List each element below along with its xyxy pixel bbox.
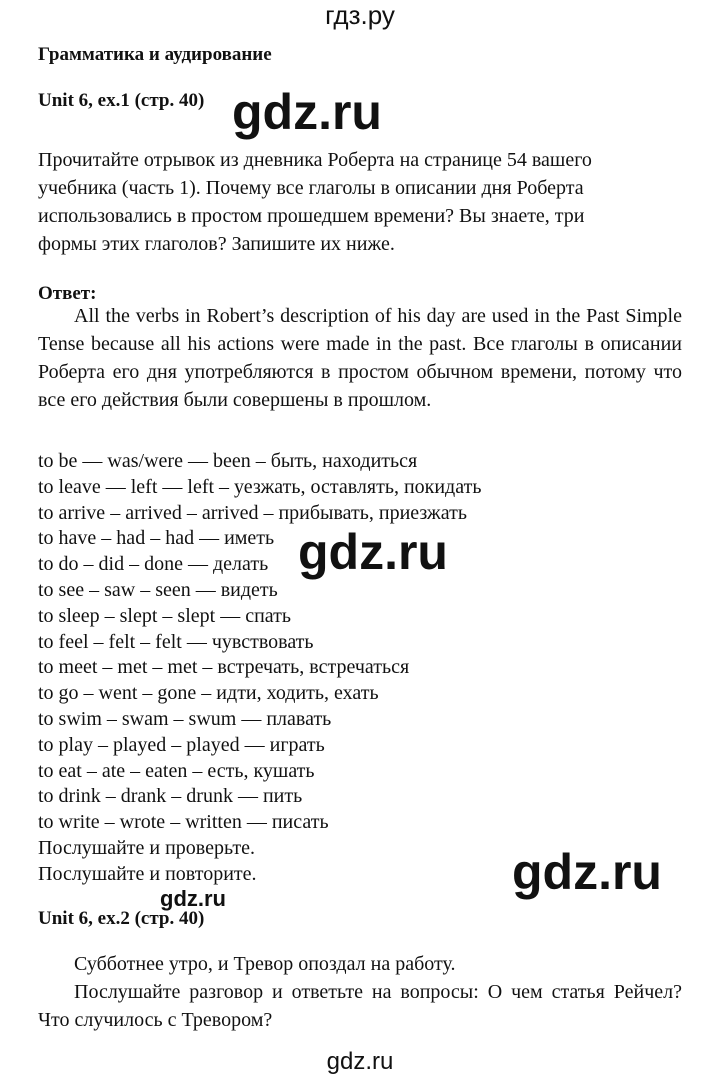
- watermark-small: gdz.ru: [160, 886, 226, 911]
- answer-text: All the verbs in Robert’s description of his day are used in the Past Simple Tense because all his actions were made in the past. Все глаголы в описании Роберта его дня употребляются в простом обычном времени, потому что все его действия были совершены в прошлом.: [38, 305, 682, 411]
- verb-form-item: to sleep – slept – slept — спать: [38, 604, 291, 627]
- task-line: формы этих глаголов? Запишите их ниже.: [38, 233, 395, 255]
- section-title: Грамматика и аудирование: [38, 44, 272, 65]
- verb-forms-list: [38, 449, 481, 888]
- watermark-lower-right: gdz.ru: [512, 844, 662, 900]
- verb-form-item: to feel – felt – felt — чувствовать: [38, 630, 314, 653]
- site-footer: gdz.ru: [326, 1048, 394, 1075]
- listen-instruction: Послушайте и повторите.: [38, 862, 257, 885]
- verb-form-item: to be — was/were — been – быть, находиться: [38, 450, 418, 472]
- verb-form-item: to see – saw – seen — видеть: [38, 578, 278, 601]
- verb-form-item: to have – had – had — иметь: [38, 527, 275, 550]
- site-header: гдз.ру: [325, 0, 395, 30]
- verb-form-item: to meet – met – met – встречать, встречаться: [38, 656, 410, 679]
- task-line: учебника (часть 1). Почему все глаголы в описании дня Роберта: [38, 177, 584, 199]
- task-line: использовались в простом прошедшем времени? Вы знаете, три: [38, 205, 585, 227]
- unit2-title: Unit 6, ex.2 (стр. 40): [38, 908, 205, 929]
- verb-form-item: to go – went – gone – идти, ходить, ехать: [38, 682, 379, 705]
- verb-form-item: to arrive – arrived – arrived – прибывать, приезжать: [38, 501, 467, 524]
- unit1-task: [38, 146, 592, 258]
- answer-label: Ответ:: [38, 283, 97, 304]
- verb-form-item: to eat – ate – eaten – есть, кушать: [38, 759, 315, 782]
- watermark-top: gdz.ru: [232, 84, 382, 140]
- listen-instruction: Послушайте и проверьте.: [38, 836, 255, 859]
- verb-form-item: to leave — left — left – уезжать, оставлять, покидать: [38, 475, 482, 498]
- task-line: Прочитайте отрывок из дневника Роберта на странице 54 вашего: [38, 149, 592, 171]
- verb-form-item: to swim – swam – swum — плавать: [38, 707, 332, 730]
- verb-form-item: to write – wrote – written — писать: [38, 811, 329, 834]
- verb-form-item: to do – did – done — делать: [38, 553, 269, 576]
- unit2-line2: Послушайте разговор и ответьте на вопросы: О чем статья Рейчел? Что случилось с Тревором?: [38, 981, 682, 1031]
- watermark-middle: gdz.ru: [298, 524, 448, 580]
- verb-form-item: to play – played – played — играть: [38, 733, 325, 756]
- verb-form-item: to drink – drank – drunk — пить: [38, 785, 303, 808]
- unit2-line1: Субботнее утро, и Тревор опоздал на работу.: [74, 953, 456, 975]
- unit1-title: Unit 6, ex.1 (стр. 40): [38, 90, 205, 111]
